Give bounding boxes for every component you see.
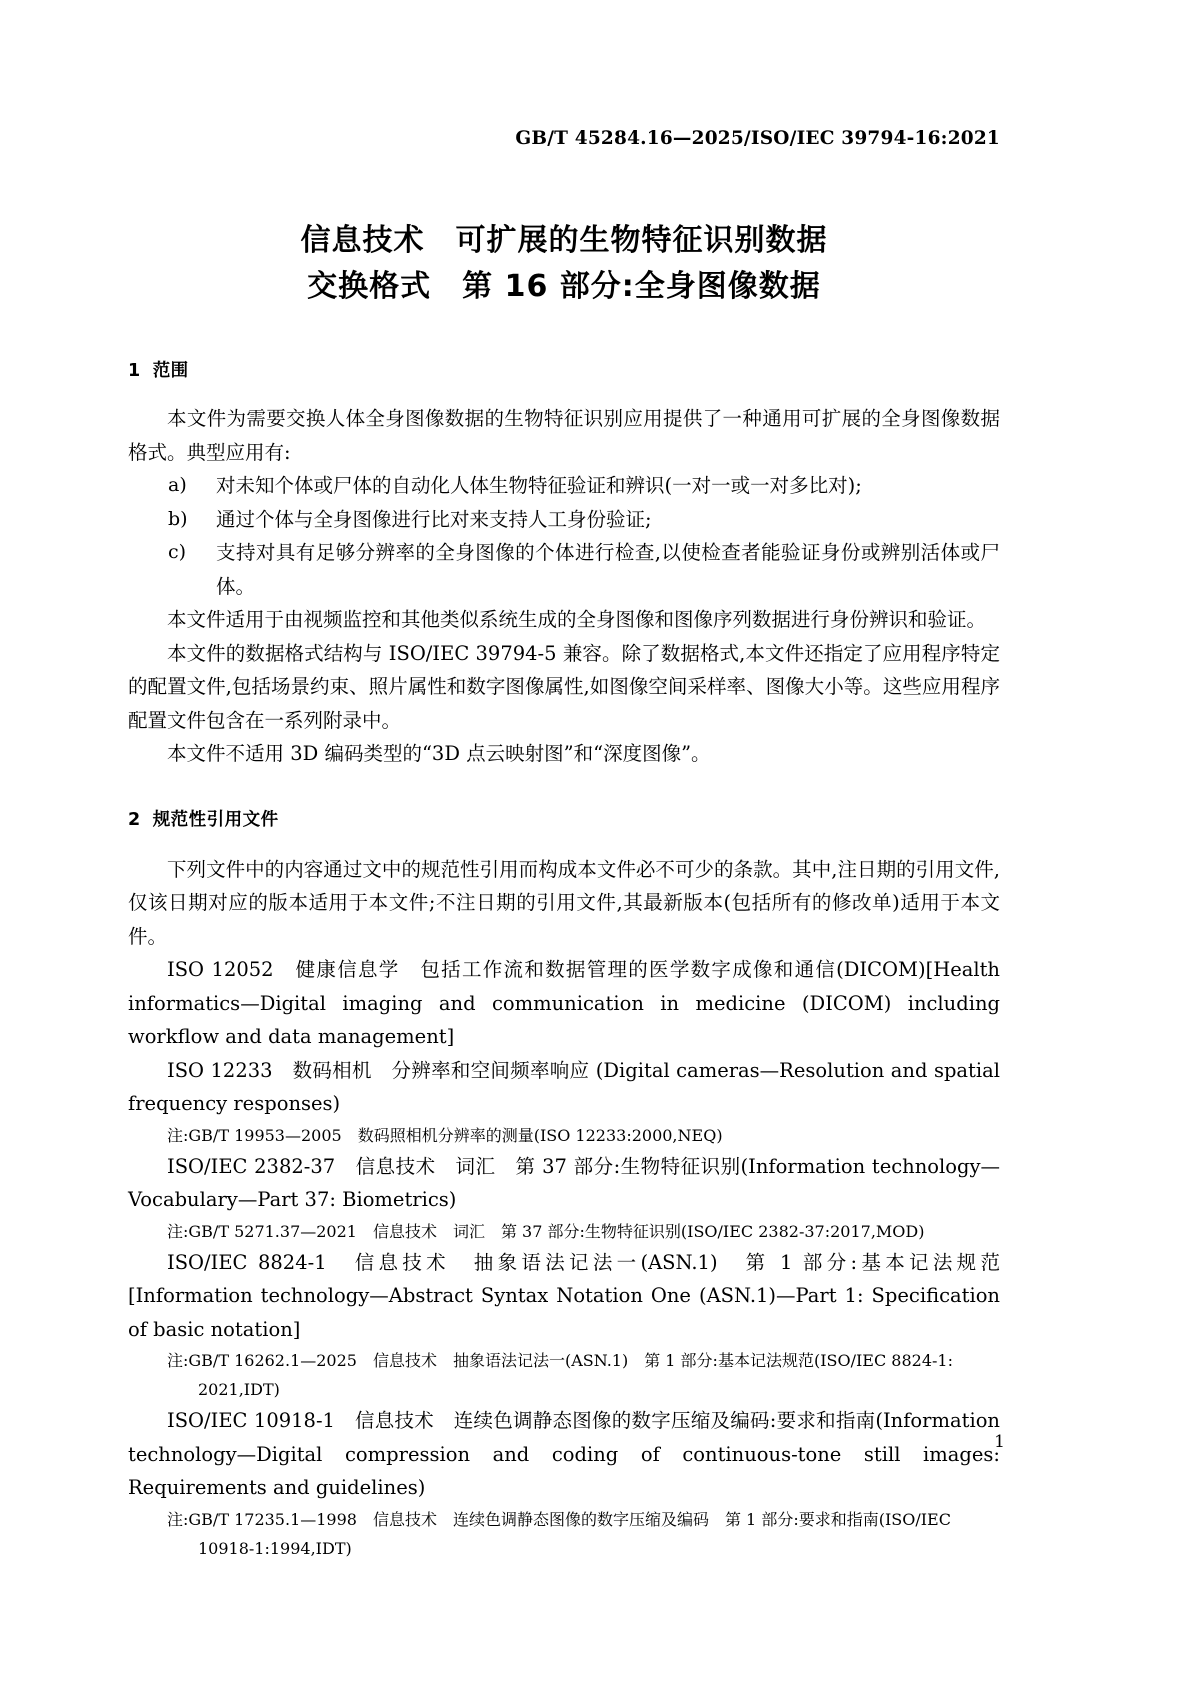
clause-2-paragraph-1: 下列文件中的内容通过文中的规范性引用而构成本文件必不可少的条款。其中,注日期的引用文件,仅该日期对应的版本适用于本文件;不注日期的引用文件,其最新版本(包括所有的修改单)适用于本文件。	[128, 857, 1000, 948]
normative-reference-entry: ISO 12052 健康信息学 包括工作流和数据管理的医学数字成像和通信(DICOM)[Health informatics—Digital imaging and communication in medicine (DICOM) including workflow and data management]	[128, 958, 1000, 1048]
clause-2-title: 规范性引用文件	[152, 809, 279, 830]
normative-reference-note: 注:GB/T 19953—2005 数码照相机分辨率的测量(ISO 12233:2000,NEQ)	[167, 1125, 723, 1145]
clause-2-number: 2	[128, 809, 141, 830]
note-text: 注:GB/T 16262.1—2025 信息技术 抽象语法记法一(ASN.1) 第 1 部分:基本记法规范(ISO/IEC 8824-1:	[167, 1351, 954, 1370]
normative-reference-entry: ISO/IEC 8824-1 信息技术 抽象语法记法一(ASN.1) 第 1 部分:基本记法规范[Information technology—Abstract Syntax Notation One (ASN.1)—Part 1: Specification of basic notation]	[128, 1250, 1000, 1341]
list-item-marker: b)	[168, 507, 188, 530]
normative-reference-entry: ISO 12233 数码相机 分辨率和空间频率响应 (Digital cameras—Resolution and spatial frequency responses)	[128, 1058, 1000, 1115]
normative-reference-note	[128, 1346, 1000, 1404]
title-line-2: 交换格式 第 16 部分:全身图像数据	[307, 269, 821, 304]
clause-1-paragraph-1: 本文件为需要交换人体全身图像数据的生物特征识别应用提供了一种通用可扩展的全身图像数据格式。典型应用有:	[128, 407, 1000, 464]
clause-1-paragraph-3: 本文件的数据格式结构与 ISO/IEC 39794-5 兼容。除了数据格式,本文件还指定了应用程序特定的配置文件,包括场景约束、照片属性和数字图像属性,如图像空间采样率、图像大小等。这些应用程序配置文件包含在一系列附录中。	[128, 641, 1000, 732]
clause-1-heading	[128, 358, 1000, 384]
list-item-marker: c)	[168, 541, 187, 563]
note-text-continued: 2021,IDT)	[198, 1380, 280, 1399]
page-number: 1	[994, 1432, 1005, 1452]
clause-1-list	[128, 469, 1000, 603]
list-item-text: 支持对具有足够分辨率的全身图像的个体进行检查,以使检查者能验证身份或辨别活体或尸体。	[216, 541, 1000, 598]
clause-1-paragraph-2: 本文件适用于由视频监控和其他类似系统生成的全身图像和图像序列数据进行身份辨识和验证。	[167, 608, 987, 631]
normative-reference-entry: ISO/IEC 10918-1 信息技术 连续色调静态图像的数字压缩及编码:要求和指南(Information technology—Digital compression and coding of continuous-tone still images: Requirements and guidelines)	[128, 1409, 1000, 1499]
clause-1-title: 范围	[152, 361, 189, 381]
list-item-text: 通过个体与全身图像进行比对来支持人工身份验证;	[216, 507, 652, 531]
document-title	[128, 218, 1000, 310]
page-footer	[128, 1432, 1005, 1462]
normative-reference-entry: ISO/IEC 2382-37 信息技术 词汇 第 37 部分:生物特征识别(Information technology—Vocabulary—Part 37: Biometrics)	[128, 1154, 1000, 1211]
list-item-marker: a)	[168, 474, 187, 496]
list-item-text: 对未知个体或尸体的自动化人体生物特征验证和辨识(一对一或一对多比对);	[216, 474, 862, 497]
note-text: 注:GB/T 17235.1—1998 信息技术 连续色调静态图像的数字压缩及编码 第 1 部分:要求和指南(ISO/IEC	[167, 1509, 951, 1529]
running-header-standard-ref: GB/T 45284.16—2025/ISO/IEC 39794-16:2021	[515, 128, 1000, 149]
clause-1-number: 1	[128, 361, 141, 381]
title-line-1: 信息技术 可扩展的生物特征识别数据	[300, 223, 828, 258]
normative-reference-note: 注:GB/T 5271.37—2021 信息技术 词汇 第 37 部分:生物特征识别(ISO/IEC 2382-37:2017,MOD)	[167, 1221, 925, 1241]
list-item	[128, 503, 1000, 537]
note-text-continued: 10918-1:1994,IDT)	[198, 1538, 352, 1558]
document-body	[128, 358, 1000, 1563]
normative-reference-note	[128, 1505, 1000, 1563]
list-item	[128, 536, 1000, 603]
list-item	[128, 469, 1000, 503]
clause-2-heading	[128, 807, 1000, 833]
clause-1-paragraph-4: 本文件不适用 3D 编码类型的“3D 点云映射图”和“深度图像”。	[167, 742, 711, 765]
